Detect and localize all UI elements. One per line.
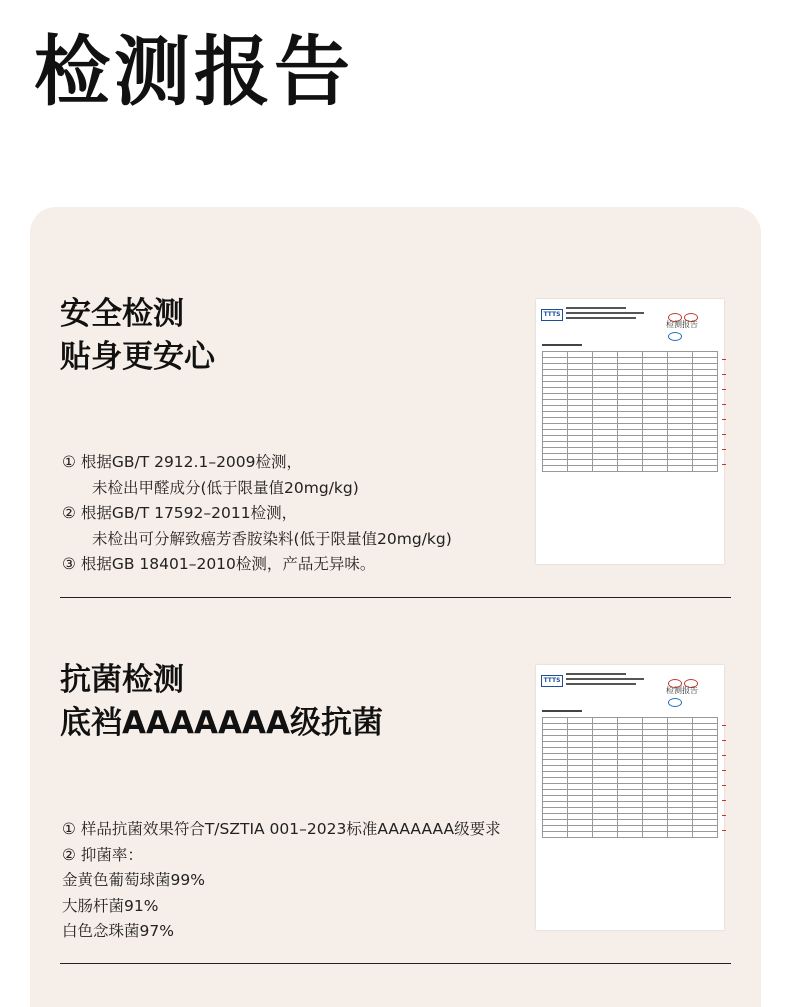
section-title [60,659,383,745]
report-panel [30,207,761,1007]
report-logo-icon: TTTS [541,675,563,687]
section-title-line: 抗菌检测 [60,662,184,698]
report-table [542,351,718,472]
report-header-lines [566,307,644,322]
report-table [542,717,718,838]
certification-badges-icon [668,307,714,316]
note-line: 未检出可分解致癌芳香胺染料(低于限量值20mg/kg) [92,529,452,548]
note-line: 大肠杆菌91% [62,896,159,915]
note-line: 金黄色葡萄球菌99% [62,871,205,889]
report-edge-marks [722,725,728,845]
report-id-line [542,344,582,346]
section-title-line: 底裆AAAAAAA级抗菌 [60,704,383,741]
note-line: ③ 根据GB 18401–2010检测，产品无异味。 [62,555,376,573]
note-line: 未检出甲醛成分(低于限量值20mg/kg) [92,478,359,497]
section-divider [60,597,731,598]
section-notes [62,817,501,945]
note-line: ② 抑菌率： [62,845,143,864]
report-thumbnail [536,299,724,564]
note-line: 白色念珠菌97% [62,922,174,940]
page-title: 检测报告 [34,27,354,116]
section-title-line: 贴身更安心 [60,338,215,375]
note-line: ② 根据GB/T 17592–2011检测， [62,504,298,522]
report-heading: 检测报告 [666,320,698,329]
section-title-line: 安全检测 [60,296,184,332]
report-thumbnail [536,665,724,930]
section-title [60,293,215,379]
certification-badges-icon [668,673,714,682]
note-line: ① 根据GB/T 2912.1–2009检测， [62,453,303,471]
report-id-line [542,710,582,712]
report-heading: 检测报告 [666,686,698,695]
report-logo-icon: TTTS [541,309,563,321]
note-line: ① 样品抗菌效果符合T/SZTIA 001–2023标准AAAAAAA级要求 [62,820,501,838]
section-divider [60,963,731,964]
report-edge-marks [722,359,728,479]
section-notes [62,450,452,578]
report-header-lines [566,673,644,688]
